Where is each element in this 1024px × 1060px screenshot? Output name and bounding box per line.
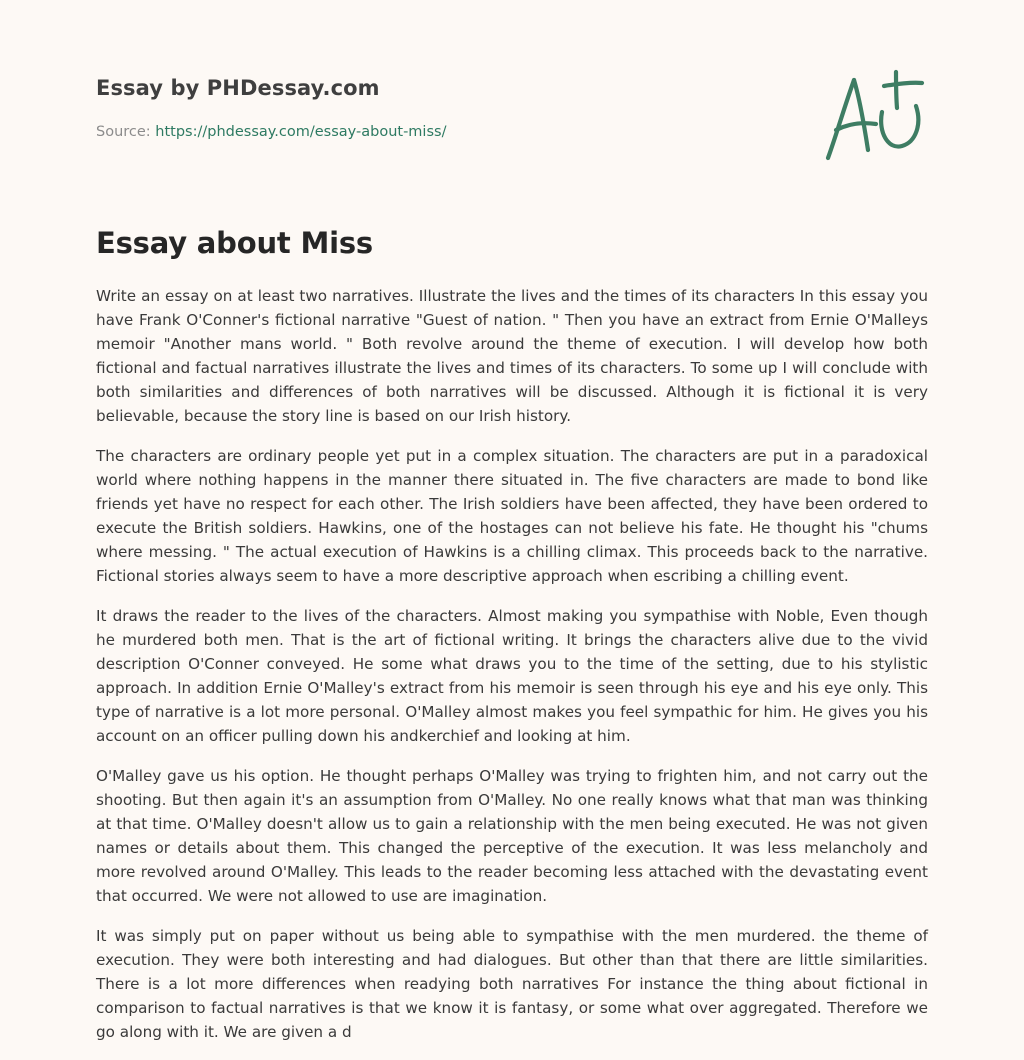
essay-paragraph: O'Malley gave us his option. He thought perhaps O'Malley was trying to frighten him, and not carry out the shooting. But then again it's an assumption from O'Malley. No one really knows what that man was thinking at that time. O'Malley doesn't allow us to gain a relationship with the men being executed. He was not given names or details about them. This changed the perceptive of the execution. It was less melancholy and more revolved around O'Malley. This leads to the reader becoming less attached with the devastating event that occurred. We were not allowed to use are imagination. — [96, 767, 928, 905]
source-link[interactable]: https://phdessay.com/essay-about-miss/ — [155, 124, 447, 140]
essay-body — [96, 284, 928, 1060]
a-plus-logo-icon — [818, 66, 930, 166]
essay-paragraph: It draws the reader to the lives of the characters. Almost making you sympathise with Noble, Even though he murdered both men. That is the art of fictional writing. It brings the characters alive due to the vivid description O'Conner conveyed. He some what draws you to the time of the setting, due to his stylistic approach. In addition Ernie O'Malley's extract from his memoir is seen through his eye and his eye only. This type of narrative is a lot more personal. O'Malley almost makes you feel sympathic for him. He gives you his account on an officer pulling down his andkerchief and looking at him. — [96, 607, 928, 745]
brand-title: Essay by PHDessay.com — [96, 76, 380, 100]
source-label: Source: — [96, 124, 156, 140]
essay-paragraph: Write an essay on at least two narratives. Illustrate the lives and the times of its characters In this essay you have Frank O'Conner's fictional narrative "Guest of nation. " Then you have an extract from Ernie O'Malleys memoir "Another mans world. " Both revolve around the theme of execution. I will develop how both fictional and factual narratives illustrate the lives and times of its characters. To some up I will conclude with both similarities and differences of both narratives will be discussed. Although it is fictional it is very believable, because the story line is based on our Irish history. — [96, 287, 928, 425]
essay-paragraph: The characters are ordinary people yet put in a complex situation. The characters are put in a paradoxical world where nothing happens in the manner there situated in. The five characters are made to bond like friends yet have no respect for each other. The Irish soldiers have been affected, they have been ordered to execute the British soldiers. Hawkins, one of the hostages can not believe his fate. He thought his "chums where messing. " The actual execution of Hawkins is a chilling climax. This proceeds back to the narrative. Fictional stories always seem to have a more descriptive approach when escribing a chilling event. — [96, 447, 928, 585]
essay-title: Essay about Miss — [96, 226, 373, 260]
source-line — [96, 124, 446, 140]
essay-paragraph: It was simply put on paper without us being able to sympathise with the men murdered. the theme of execution. They were both interesting and had dialogues. But other than that there are little similarities. There is a lot more differences when readying both narratives For instance the thing about fictional in comparison to factual narratives is that we know it is fantasy, or some what over aggregated. Therefore we go along with it. We are given a d — [96, 927, 928, 1041]
